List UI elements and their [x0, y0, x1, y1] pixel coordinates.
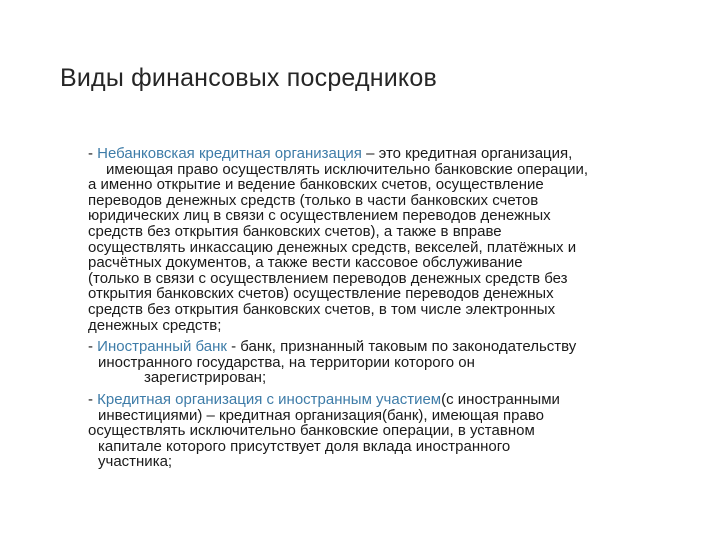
definition-text	[88, 392, 660, 470]
text-line: зарегистрирован;	[144, 369, 267, 387]
text-line: капитале которого присутствует доля вклада иностранного	[98, 437, 511, 455]
bullet-dash: -	[88, 390, 98, 408]
text-line: а именно открытие и ведение банковских счетов, осуществление	[88, 176, 544, 194]
text-line: открытия банковских счетов) осуществление переводов денежных	[88, 285, 554, 303]
text-line: – это кредитная организация,	[366, 145, 573, 162]
definition-text	[88, 146, 660, 333]
first-line	[88, 338, 660, 356]
bullet-dash: -	[88, 338, 98, 356]
text-line: - банк, признанный таковым по законодательству	[231, 338, 577, 356]
text-line: осуществлять инкассацию денежных средств, векселей, платёжных и	[88, 238, 577, 256]
text-line: денежных средств;	[88, 316, 222, 334]
text-line: юридических лиц в связи с осуществлением переводов денежных	[88, 207, 551, 225]
definitions-list	[88, 146, 660, 476]
slide-title: Виды финансовых посредников	[60, 64, 437, 92]
text-line: расчётных документов, а также вести кассовое обслуживание	[88, 254, 523, 272]
text-line: имеющая право осуществлять исключительно банковские операции,	[106, 160, 589, 178]
definition-nbko	[88, 146, 660, 333]
first-line	[88, 145, 660, 162]
text-line: участника;	[98, 453, 173, 471]
bullet-dash: -	[88, 145, 98, 162]
text-line: осуществлять исключительно банковские операции, в уставном	[88, 422, 535, 440]
justified-line	[96, 355, 660, 371]
definition-text	[88, 339, 660, 386]
definition-foreign-participation	[88, 392, 660, 470]
text-line: (с иностранными	[441, 390, 560, 408]
word: государства,	[196, 353, 285, 371]
text-line: средств без открытия банковских счетов), а также в вправе	[88, 222, 502, 240]
definition-foreign-bank	[88, 339, 660, 386]
text-line: переводов денежных средств (только в части банковских счетов	[88, 191, 539, 209]
text-line: средств без открытия банковских счетов, в том числе электронных	[88, 300, 556, 318]
word: он	[458, 353, 475, 371]
word: которого	[394, 353, 455, 371]
word: иностранного	[98, 353, 193, 371]
term-foreign-bank: Иностранный банк	[97, 338, 227, 356]
text-line: (только в связи с осуществлением переводов денежных средств без	[88, 269, 568, 287]
word: на	[288, 353, 306, 371]
term-nbko: Небанковская кредитная организация	[97, 145, 362, 162]
word: территории	[309, 353, 390, 371]
text-line: инвестициями) – кредитная организация(банк), имеющая право	[98, 406, 544, 424]
first-line	[88, 390, 660, 408]
term-foreign-participation: Кредитная организация с иностранным участием	[97, 390, 442, 408]
